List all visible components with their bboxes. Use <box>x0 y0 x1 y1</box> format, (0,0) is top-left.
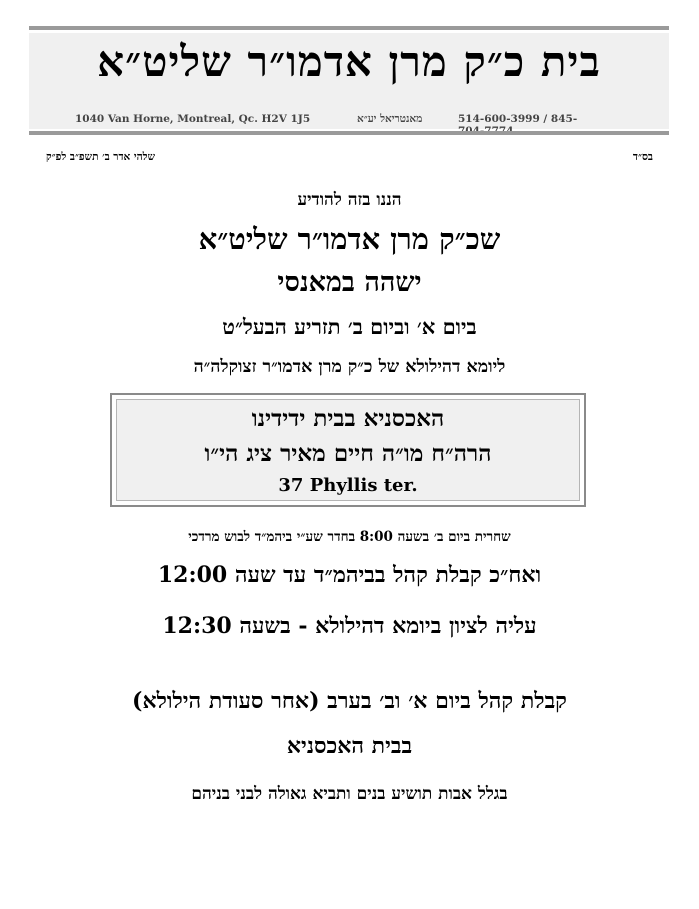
evening-line: קבלת קהל ביום א׳ וב׳ בערב (אחר סעודת הילולא) <box>132 688 567 714</box>
letterhead-phones: 514-600-3999 / 845- <box>458 113 578 125</box>
intro-line: הננו בזה להודיע <box>297 190 402 210</box>
hosting-line-1: האכסניא בבית ידידינו <box>251 405 445 432</box>
hosting-line-2: הרה״ח מו״ה חיים מאיר ציג הי״ו <box>204 440 492 467</box>
date-line: שלהי אדר ב׳ תשפ״ב לפ״ק <box>46 151 156 163</box>
occasion-line: ליומא דהילולא של כ״ק מרן אדמו״ר זצוקלה״ה <box>193 357 506 377</box>
shacharis-line: שחרית ביום ב׳ בשעה 8:00 בחדר שע״י ביהמ״ד לבוש מרדכי <box>188 529 511 545</box>
letterhead-city: מאנטריאל יע״א <box>357 113 423 125</box>
letterhead-contact-row <box>75 113 589 129</box>
hosting-street: 37 Phyllis ter. <box>278 475 418 496</box>
evening-place-line: בבית האכסניא <box>286 733 413 759</box>
blessing-line: בגלל אבות תושיע בנים ותביא גאולה לבני בניהם <box>191 784 508 804</box>
letterhead-title: בית כ״ק מרן אדמו״ר שליט״א <box>97 37 601 86</box>
letterhead <box>29 33 669 129</box>
rebbe-line: שכ״ק מרן אדמו״ר שליט״א <box>198 222 501 256</box>
aliya-line: עליה לציון ביומא דהילולא - בשעה 12:30 <box>162 613 537 639</box>
hosting-box-inner <box>116 399 580 501</box>
bsd-mark: בס״ד <box>632 151 653 163</box>
kabbalas-kahal-line: ואח״כ קבלת קהל בביהמ״ד עד שעה 12:00 <box>157 562 542 588</box>
hosting-box <box>110 393 586 507</box>
header-top-rule <box>29 26 669 30</box>
letterhead-address: 1040 Van Horne, Montreal, Qc. H2V 1J5 <box>75 113 311 125</box>
header-bottom-rule <box>29 131 669 135</box>
days-line: ביום א׳ וביום ב׳ תזריע הבעל״ט <box>222 314 477 339</box>
location-line: ישהה במאנסי <box>277 267 422 298</box>
